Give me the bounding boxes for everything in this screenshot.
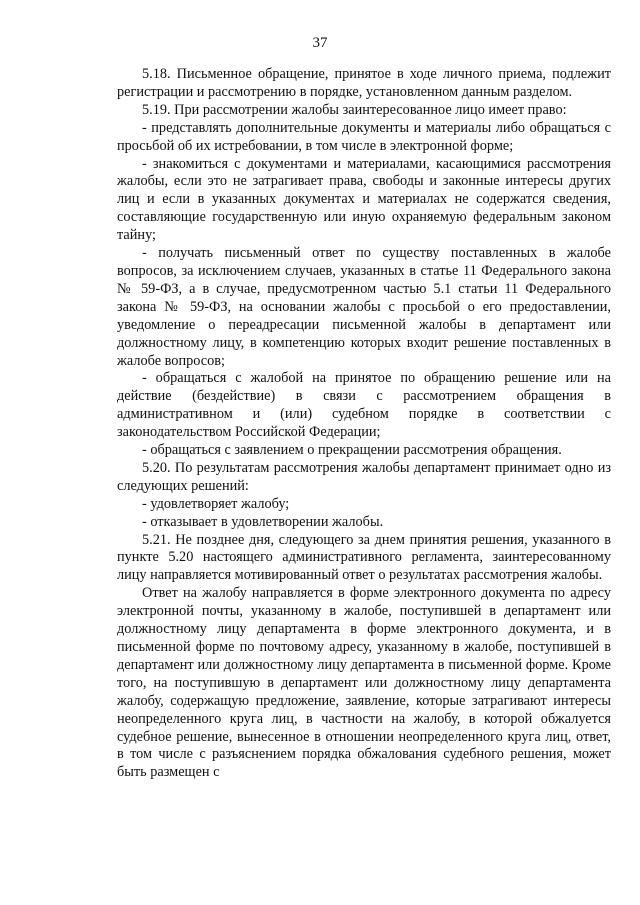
paragraph-5-20: 5.20. По результатам рассмотрения жалобы департамент принимает одно из следующих решений:: [117, 459, 611, 494]
document-body: [117, 66, 611, 782]
paragraph-5-18: 5.18. Письменное обращение, принятое в ходе личного приема, подлежит регистрации и рассмотрению в порядке, установленном данным разделом.: [117, 66, 611, 100]
list-item-satisfy: - удовлетворяет жалобу;: [142, 495, 290, 512]
list-item-refuse: - отказывает в удовлетворении жалобы.: [142, 513, 384, 530]
list-item-receive-answer: - получать письменный ответ по существу поставленных в жалобе вопросов, за исключением случаев, указанных в статье 11 Федерального закона № 59-ФЗ, а в случае, предусмотренном частью 5.1 статьи 11 Федерального закона № 59-ФЗ, на основании жалобы с просьбой о его предоставлении, уведомление о переадресации письменной жалобы в департамент или должностному лицу, в компетенцию которых входит решение поставленных в жалобе вопросов;: [117, 245, 611, 369]
paragraph-answer-delivery: Ответ на жалобу направляется в форме электронного документа по адресу электронной почты, указанному в жалобе, поступившей в департамент или должностному лицу департамента в форме электронного документа, и в письменной форме по почтовому адресу, указанному в жалобе, поступившей в департамент или должностному лицу департамента в письменной форме. Кроме того, на поступившую в департамент или должностному лицу департамента жалобу, содержащую предложение, заявление, которые затрагивают интересы неопределенного круга лиц, в частности на жалобу, в которой обжалуется судебное решение, вынесенное в отношении неопределенного круга лиц, ответ, в том числе с разъяснением порядка обжалования судебного решения, может быть размещен с: [117, 585, 611, 781]
list-item-terminate-review: - обращаться с заявлением о прекращении рассмотрения обращения.: [142, 442, 562, 459]
list-item-review-materials: - знакомиться с документами и материалами, касающимися рассмотрения жалобы, если это не затрагивает права, свободы и законные интересы других лиц и если в указанных документах и материалах не содержатся сведения, составляющие государственную или иную охраняемую федеральным законом тайну;: [117, 155, 611, 244]
paragraph-5-21: 5.21. Не позднее дня, следующего за днем принятия решения, указанного в пункте 5.20 настоящего административного регламента, заинтересованному лицу направляется мотивированный ответ о результатах рассмотрения жалобы.: [117, 531, 611, 584]
paragraph-5-19: 5.19. При рассмотрении жалобы заинтересованное лицо имеет право:: [142, 101, 567, 118]
list-item-submit-documents: - представлять дополнительные документы и материалы либо обращаться с просьбой об их истребовании, в том числе в электронной форме;: [117, 119, 611, 154]
page-number: 37: [312, 35, 328, 51]
list-item-appeal-decision: - обращаться с жалобой на принятое по обращению решение или на действие (бездействие) в связи с рассмотрением обращения в административном и (или) судебном порядке в соответствии с законодательством Российской Федерации;: [117, 370, 611, 441]
